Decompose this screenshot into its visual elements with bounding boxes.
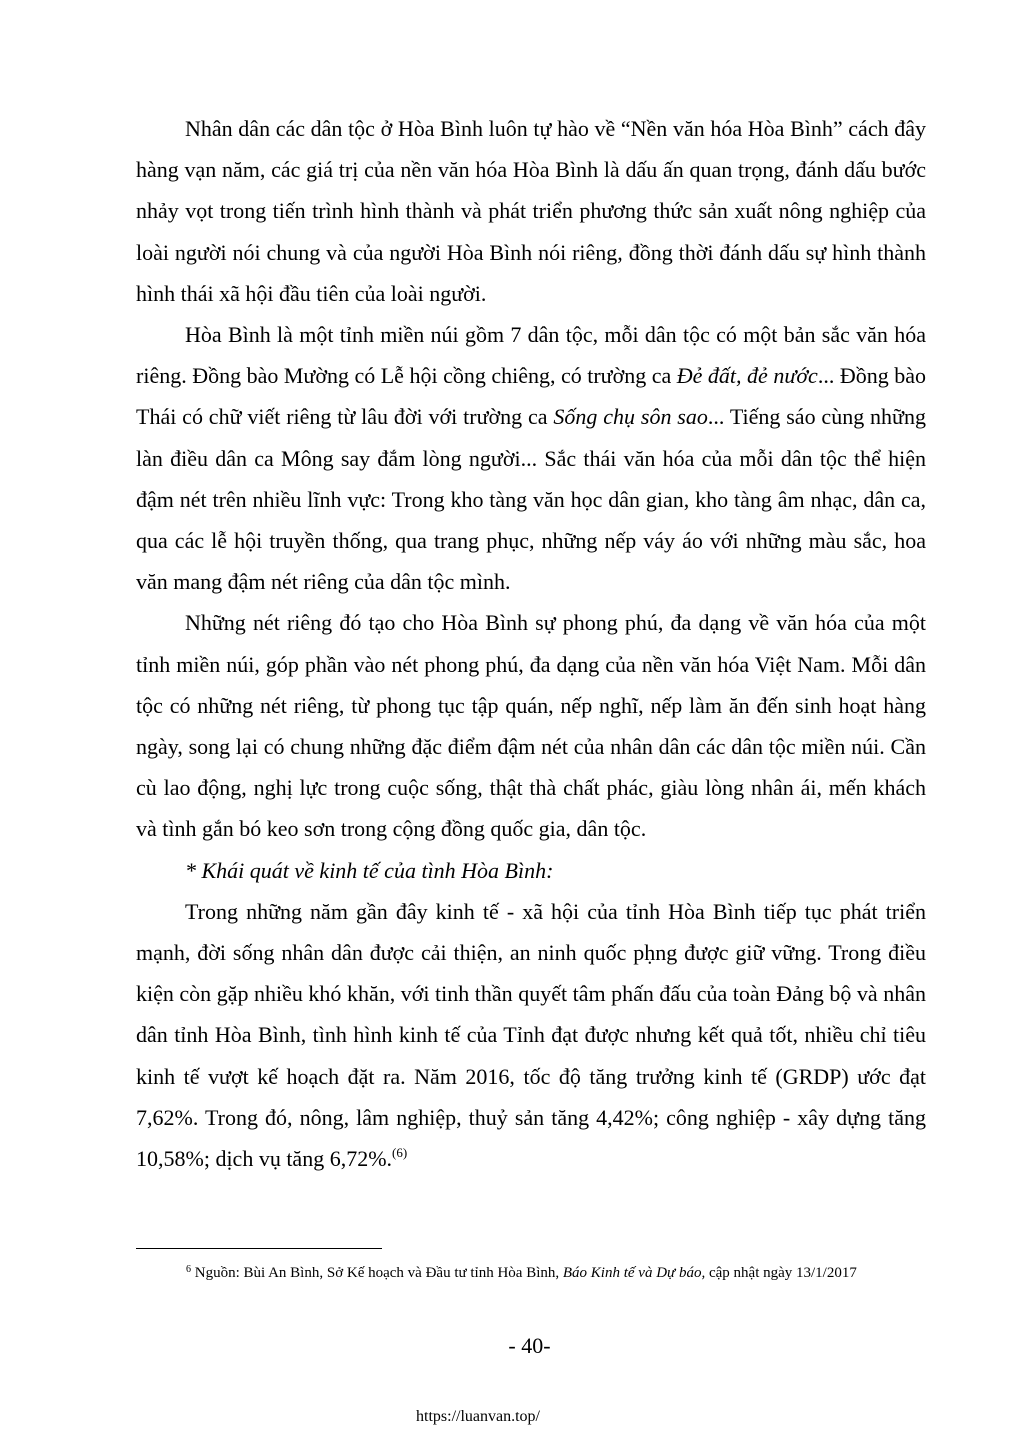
paragraph-text: ... Đồng bào Thái có chữ viết riêng từ lâu đời với trường ca (136, 363, 926, 430)
paragraph-ethnic-groups (136, 314, 926, 602)
epic-title: Đẻ đất, đẻ nước (676, 363, 818, 389)
paragraph-text: ... Tiếng sáo cùng những làn điều dân ca Mông say đắm lòng người... Sắc thái văn hóa của mỗi dân tộc thể hiện đậm nét trên nhiều lĩnh vực: Trong kho tàng văn học dân gian, kho tàng âm nhạc, dân ca, qua các lễ hội truyền thống, qua trang phục, những nếp váy áo với những màu sắc, hoa văn mang đậm nét riêng của dân tộc mình. (136, 404, 926, 595)
page-body (136, 108, 926, 1179)
paragraph-cultural-diversity: Những nét riêng đó tạo cho Hòa Bình sự phong phú, đa dạng về văn hóa của một tỉnh miền núi, góp phần vào nét phong phú, đa dạng của nền văn hóa Việt Nam. Mỗi dân tộc có những nét riêng, từ phong tục tập quán, nếp nghĩ, nếp làm ăn đến sinh hoạt hàng ngày, song lại có chung những đặc điểm đậm nét của nhân dân các dân tộc miền núi. Cần cù lao động, nghị lực trong cuộc sống, thật thà chất phác, giàu lòng nhân ái, mến khách và tình gắn bó keo sơn trong cộng đồng quốc gia, dân tộc. (136, 610, 926, 842)
epic-title: Sống chụ sôn sao (553, 404, 708, 430)
section-heading: * Khái quát về kinh tế của tình Hòa Bình: (185, 857, 554, 883)
footnote-text: Nguồn: Bùi An Bình, Sở Kế hoạch và Đầu tư tỉnh Hòa Bình, (191, 1265, 563, 1281)
paragraph-economy (136, 891, 926, 1179)
footnote-publication: Báo Kinh tế và Dự báo, (562, 1265, 706, 1281)
paragraph-text: Trong những năm gần đây kinh tế - xã hội của tỉnh Hòa Bình tiếp tục phát triển mạnh, đời sống nhân dân được cải thiện, an ninh quốc pḥng được giữ vững. Trong điều kiện còn gặp nhiều khó khăn, với tinh thần quyết tâm phấn đấu của toàn Đảng bộ và nhân dân tỉnh Hòa Bình, tình hình kinh tế của Tỉnh đạt được nhưng kết quả tốt, nhiều chỉ tiêu kinh tế vượt kế hoạch đặt ra. Năm 2016, tốc độ tăng trưởng kinh tế (GRDP) ước đạt 7,62%. Trong đó, nông, lâm nghiệp, thuỷ sản tăng 4,42%; công nghiệp - xây dựng tăng 10,58%; dịch vụ tăng 6,72%. (136, 898, 926, 1172)
footnote-date: cập nhật ngày 13/1/2017 (705, 1265, 857, 1281)
footnote-number: 6 (186, 1264, 191, 1275)
footnote (186, 1262, 946, 1284)
page-number: - 40- (508, 1333, 551, 1358)
paragraph-hoa-binh-culture: Nhân dân các dân tộc ở Hòa Bình luôn tự hào về “Nền văn hóa Hòa Bình” cách đây hàng vạn năm, các giá trị của nền văn hóa Hòa Bình là dấu ấn quan trọng, đánh dấu bước nhảy vọt trong tiến trình hình thành và phát triển phương thức sản xuất nông nghiệp của loài người nói chung và của người Hòa Bình nói riêng, đồng thời đánh dấu sự hình thành hình thái xã hội đầu tiên của loài người. (136, 116, 926, 306)
source-url-link[interactable]: https://luanvan.top/ (416, 1408, 540, 1425)
footnote-divider (136, 1248, 382, 1249)
footnote-reference[interactable]: (6) (392, 1145, 408, 1161)
paragraph-text: Hòa Bình là một tỉnh miền núi gồm 7 dân tộc, mỗi dân tộc có một bản sắc văn hóa riêng. Đồng bào Mường có Lễ hội cồng chiêng, có trường ca (136, 322, 926, 389)
